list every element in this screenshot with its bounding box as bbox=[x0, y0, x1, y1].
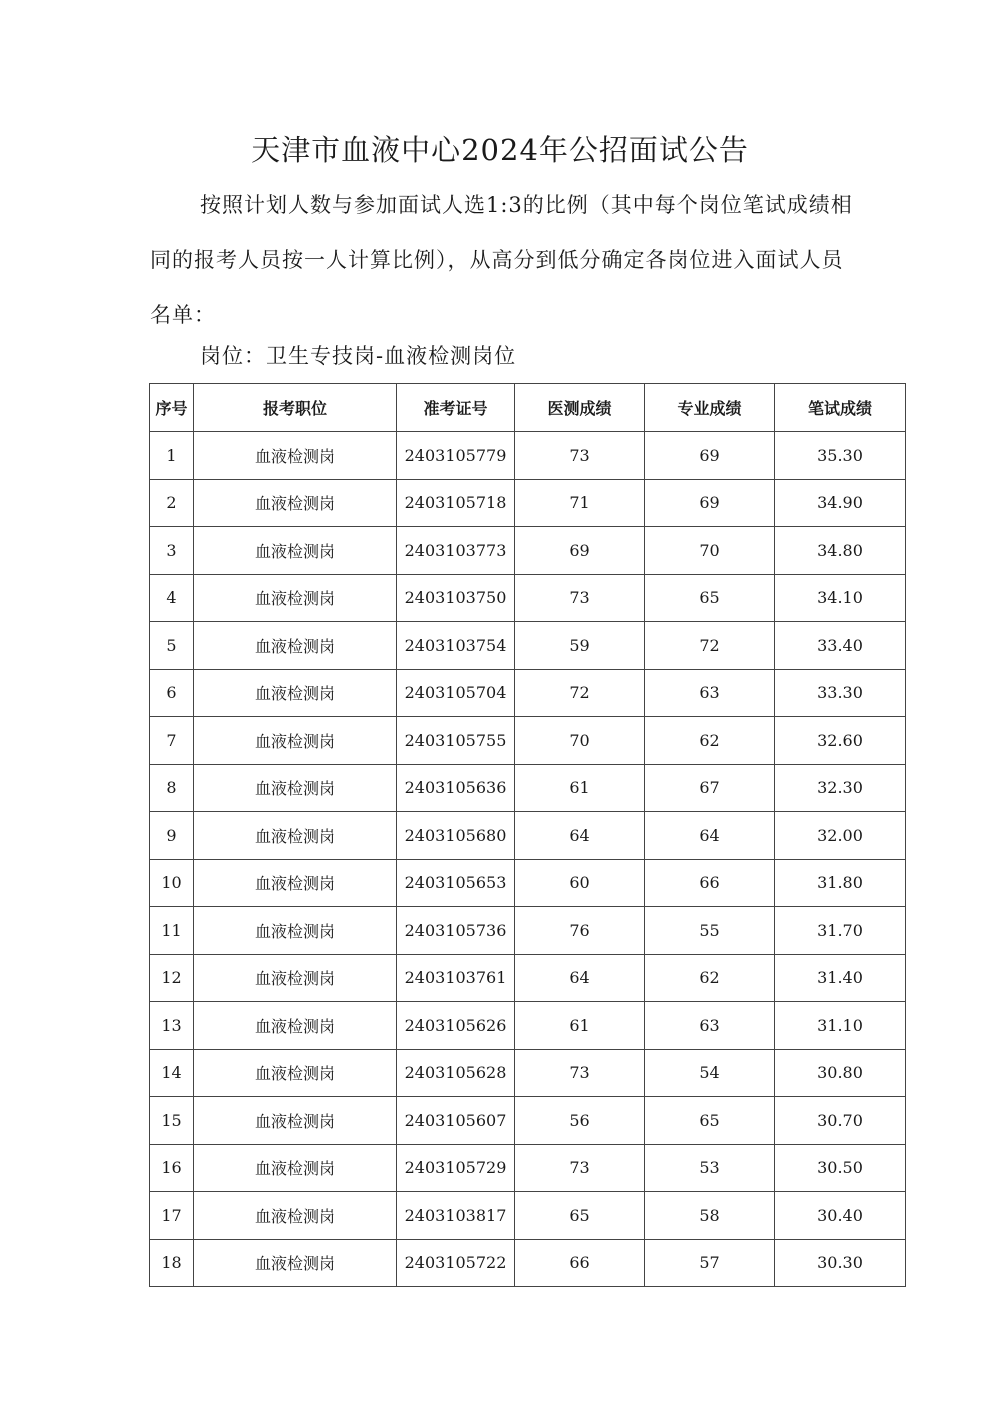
header-seq: 序号 bbox=[150, 384, 194, 432]
cell-position: 血液检测岗 bbox=[194, 669, 397, 717]
table-row bbox=[150, 954, 906, 1002]
cell-exam-id: 2403105755 bbox=[397, 717, 515, 765]
cell-exam-id: 2403105628 bbox=[397, 1049, 515, 1097]
cell-written-score: 32.30 bbox=[775, 764, 906, 812]
cell-medical-score: 56 bbox=[515, 1097, 645, 1145]
cell-exam-id: 2403105626 bbox=[397, 1002, 515, 1050]
cell-written-score: 35.30 bbox=[775, 432, 906, 480]
cell-seq: 1 bbox=[150, 432, 194, 480]
cell-position: 血液检测岗 bbox=[194, 1002, 397, 1050]
cell-exam-id: 2403105636 bbox=[397, 764, 515, 812]
cell-seq: 13 bbox=[150, 1002, 194, 1050]
cell-professional-score: 58 bbox=[645, 1192, 775, 1240]
cell-professional-score: 63 bbox=[645, 1002, 775, 1050]
table-row bbox=[150, 1049, 906, 1097]
cell-professional-score: 70 bbox=[645, 527, 775, 575]
post-label: 岗位：卫生专技岗-血液检测岗位 bbox=[200, 344, 517, 368]
cell-exam-id: 2403105680 bbox=[397, 812, 515, 860]
cell-seq: 3 bbox=[150, 527, 194, 575]
table-row bbox=[150, 859, 906, 907]
cell-exam-id: 2403105729 bbox=[397, 1144, 515, 1192]
cell-professional-score: 55 bbox=[645, 907, 775, 955]
cell-medical-score: 61 bbox=[515, 764, 645, 812]
cell-written-score: 33.40 bbox=[775, 622, 906, 670]
table-row bbox=[150, 1192, 906, 1240]
cell-seq: 17 bbox=[150, 1192, 194, 1240]
table-row bbox=[150, 1002, 906, 1050]
cell-written-score: 34.80 bbox=[775, 527, 906, 575]
cell-medical-score: 71 bbox=[515, 479, 645, 527]
cell-position: 血液检测岗 bbox=[194, 622, 397, 670]
cell-written-score: 30.50 bbox=[775, 1144, 906, 1192]
cell-medical-score: 64 bbox=[515, 812, 645, 860]
cell-exam-id: 2403103754 bbox=[397, 622, 515, 670]
table-row bbox=[150, 574, 906, 622]
cell-professional-score: 63 bbox=[645, 669, 775, 717]
cell-written-score: 30.70 bbox=[775, 1097, 906, 1145]
table-row bbox=[150, 1144, 906, 1192]
cell-written-score: 30.80 bbox=[775, 1049, 906, 1097]
cell-position: 血液检测岗 bbox=[194, 574, 397, 622]
cell-professional-score: 69 bbox=[645, 479, 775, 527]
cell-written-score: 30.30 bbox=[775, 1239, 906, 1287]
cell-exam-id: 2403103773 bbox=[397, 527, 515, 575]
cell-seq: 11 bbox=[150, 907, 194, 955]
cell-exam-id: 2403103761 bbox=[397, 954, 515, 1002]
table-row bbox=[150, 669, 906, 717]
header-medical-score: 医测成绩 bbox=[515, 384, 645, 432]
cell-medical-score: 70 bbox=[515, 717, 645, 765]
cell-position: 血液检测岗 bbox=[194, 717, 397, 765]
cell-exam-id: 2403105736 bbox=[397, 907, 515, 955]
cell-written-score: 31.40 bbox=[775, 954, 906, 1002]
page-title: 天津市血液中心2024年公招面试公告 bbox=[251, 133, 749, 167]
results-table bbox=[149, 383, 906, 1287]
cell-seq: 4 bbox=[150, 574, 194, 622]
table-row bbox=[150, 764, 906, 812]
cell-seq: 6 bbox=[150, 669, 194, 717]
cell-position: 血液检测岗 bbox=[194, 432, 397, 480]
cell-medical-score: 59 bbox=[515, 622, 645, 670]
cell-seq: 10 bbox=[150, 859, 194, 907]
cell-medical-score: 73 bbox=[515, 574, 645, 622]
cell-written-score: 32.00 bbox=[775, 812, 906, 860]
cell-position: 血液检测岗 bbox=[194, 1144, 397, 1192]
cell-position: 血液检测岗 bbox=[194, 527, 397, 575]
cell-exam-id: 2403105722 bbox=[397, 1239, 515, 1287]
table-row bbox=[150, 907, 906, 955]
cell-medical-score: 61 bbox=[515, 1002, 645, 1050]
cell-medical-score: 64 bbox=[515, 954, 645, 1002]
cell-written-score: 31.80 bbox=[775, 859, 906, 907]
cell-position: 血液检测岗 bbox=[194, 479, 397, 527]
cell-seq: 16 bbox=[150, 1144, 194, 1192]
cell-professional-score: 62 bbox=[645, 717, 775, 765]
cell-professional-score: 69 bbox=[645, 432, 775, 480]
cell-exam-id: 2403105704 bbox=[397, 669, 515, 717]
cell-seq: 8 bbox=[150, 764, 194, 812]
cell-seq: 5 bbox=[150, 622, 194, 670]
cell-medical-score: 69 bbox=[515, 527, 645, 575]
cell-seq: 12 bbox=[150, 954, 194, 1002]
cell-position: 血液检测岗 bbox=[194, 764, 397, 812]
cell-exam-id: 2403105607 bbox=[397, 1097, 515, 1145]
cell-written-score: 34.10 bbox=[775, 574, 906, 622]
table-row bbox=[150, 1097, 906, 1145]
cell-seq: 18 bbox=[150, 1239, 194, 1287]
cell-medical-score: 73 bbox=[515, 1049, 645, 1097]
cell-written-score: 30.40 bbox=[775, 1192, 906, 1240]
cell-professional-score: 57 bbox=[645, 1239, 775, 1287]
header-written-score: 笔试成绩 bbox=[775, 384, 906, 432]
cell-professional-score: 67 bbox=[645, 764, 775, 812]
cell-medical-score: 60 bbox=[515, 859, 645, 907]
cell-exam-id: 2403103750 bbox=[397, 574, 515, 622]
cell-seq: 7 bbox=[150, 717, 194, 765]
cell-written-score: 33.30 bbox=[775, 669, 906, 717]
cell-medical-score: 73 bbox=[515, 1144, 645, 1192]
cell-professional-score: 65 bbox=[645, 1097, 775, 1145]
cell-position: 血液检测岗 bbox=[194, 954, 397, 1002]
cell-professional-score: 62 bbox=[645, 954, 775, 1002]
cell-medical-score: 72 bbox=[515, 669, 645, 717]
cell-position: 血液检测岗 bbox=[194, 1192, 397, 1240]
cell-position: 血液检测岗 bbox=[194, 907, 397, 955]
cell-written-score: 32.60 bbox=[775, 717, 906, 765]
table-row bbox=[150, 622, 906, 670]
table-row bbox=[150, 812, 906, 860]
cell-exam-id: 2403103817 bbox=[397, 1192, 515, 1240]
cell-seq: 14 bbox=[150, 1049, 194, 1097]
cell-medical-score: 66 bbox=[515, 1239, 645, 1287]
cell-exam-id: 2403105718 bbox=[397, 479, 515, 527]
cell-professional-score: 66 bbox=[645, 859, 775, 907]
cell-medical-score: 76 bbox=[515, 907, 645, 955]
cell-written-score: 31.10 bbox=[775, 1002, 906, 1050]
cell-position: 血液检测岗 bbox=[194, 859, 397, 907]
cell-professional-score: 72 bbox=[645, 622, 775, 670]
cell-medical-score: 65 bbox=[515, 1192, 645, 1240]
cell-seq: 15 bbox=[150, 1097, 194, 1145]
header-exam-id: 准考证号 bbox=[397, 384, 515, 432]
cell-position: 血液检测岗 bbox=[194, 812, 397, 860]
cell-position: 血液检测岗 bbox=[194, 1049, 397, 1097]
table-row bbox=[150, 479, 906, 527]
cell-professional-score: 65 bbox=[645, 574, 775, 622]
cell-seq: 2 bbox=[150, 479, 194, 527]
header-position: 报考职位 bbox=[194, 384, 397, 432]
cell-position: 血液检测岗 bbox=[194, 1239, 397, 1287]
header-professional-score: 专业成绩 bbox=[645, 384, 775, 432]
table-row bbox=[150, 1239, 906, 1287]
intro-paragraph: 按照计划人数与参加面试人选1:3的比例（其中每个岗位笔试成绩相同的报考人员按一人计算比例），从高分到低分确定各岗位进入面试人员名单： bbox=[150, 193, 853, 327]
cell-exam-id: 2403105653 bbox=[397, 859, 515, 907]
cell-medical-score: 73 bbox=[515, 432, 645, 480]
cell-written-score: 31.70 bbox=[775, 907, 906, 955]
cell-professional-score: 54 bbox=[645, 1049, 775, 1097]
cell-position: 血液检测岗 bbox=[194, 1097, 397, 1145]
table-row bbox=[150, 527, 906, 575]
table-row bbox=[150, 432, 906, 480]
cell-professional-score: 64 bbox=[645, 812, 775, 860]
cell-professional-score: 53 bbox=[645, 1144, 775, 1192]
cell-seq: 9 bbox=[150, 812, 194, 860]
table-header-row bbox=[150, 384, 906, 432]
cell-exam-id: 2403105779 bbox=[397, 432, 515, 480]
table-row bbox=[150, 717, 906, 765]
cell-written-score: 34.90 bbox=[775, 479, 906, 527]
